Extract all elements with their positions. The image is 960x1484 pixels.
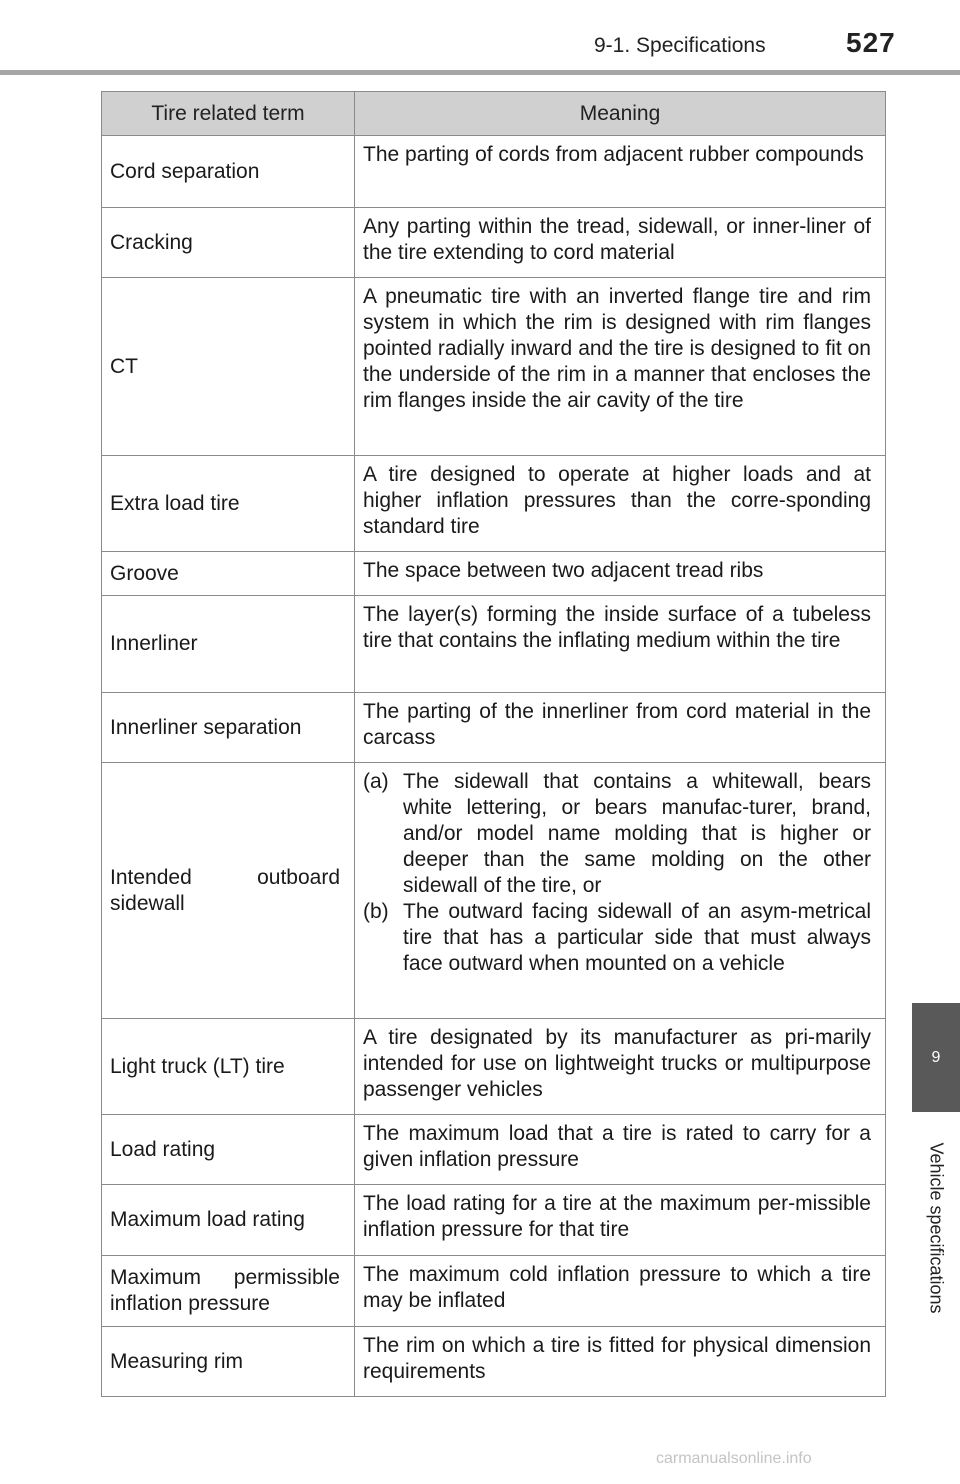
list-item-text: The outward facing sidewall of an asym-metrical tire that has a particular side that must always face outward when mounted on a vehicle xyxy=(403,900,871,975)
watermark: carmanualsonline.info xyxy=(656,1450,812,1467)
table-row xyxy=(102,1185,886,1256)
table-row xyxy=(102,1256,886,1327)
meaning-cell: The space between two adjacent tread ribs xyxy=(355,552,886,596)
list-item xyxy=(363,899,871,977)
page-number: 527 xyxy=(846,27,896,58)
table-row xyxy=(102,1115,886,1185)
chapter-tab xyxy=(912,1003,960,1112)
term-cell: Load rating xyxy=(102,1115,355,1185)
header-divider xyxy=(0,70,960,75)
meaning-cell: The parting of the innerliner from cord material in the carcass xyxy=(355,693,886,763)
column-header-meaning: Meaning xyxy=(355,92,886,136)
meaning-cell: The layer(s) forming the inside surface of a tubeless tire that contains the inflating medium within the tire xyxy=(355,596,886,693)
list-item-text: The sidewall that contains a whitewall, bears white lettering, or bears manufac-turer, brand, and/or model name molding that is higher or deeper than the same molding on the other sidewall of the tire, or xyxy=(403,770,871,897)
table-row xyxy=(102,208,886,278)
term-cell: Cord separation xyxy=(102,136,355,208)
meaning-cell: The rim on which a tire is fitted for physical dimension requirements xyxy=(355,1327,886,1397)
term-cell: Cracking xyxy=(102,208,355,278)
term-cell: Light truck (LT) tire xyxy=(102,1019,355,1115)
meaning-list xyxy=(363,769,871,977)
term-cell: Innerliner xyxy=(102,596,355,693)
table-row xyxy=(102,552,886,596)
table-row xyxy=(102,763,886,1019)
section-title: 9-1. Specifications xyxy=(594,34,766,57)
meaning-cell: A tire designed to operate at higher loads and at higher inflation pressures than the corre-sponding standard tire xyxy=(355,456,886,552)
table-row xyxy=(102,1019,886,1115)
list-item xyxy=(363,769,871,899)
term-cell: Maximum permissible inflation pressure xyxy=(102,1256,355,1327)
chapter-number: 9 xyxy=(931,1048,941,1066)
table-row xyxy=(102,456,886,552)
list-marker: (b) xyxy=(363,900,389,923)
term-cell: Extra load tire xyxy=(102,456,355,552)
tire-terms-table xyxy=(101,91,886,1397)
term-cell: Intended outboard sidewall xyxy=(102,763,355,1019)
term-cell: Measuring rim xyxy=(102,1327,355,1397)
table-row xyxy=(102,278,886,456)
table-row xyxy=(102,1327,886,1397)
meaning-cell: The maximum load that a tire is rated to carry for a given inflation pressure xyxy=(355,1115,886,1185)
meaning-cell: The parting of cords from adjacent rubber compounds xyxy=(355,136,886,208)
meaning-cell: Any parting within the tread, sidewall, or inner-liner of the tire extending to cord material xyxy=(355,208,886,278)
list-marker: (a) xyxy=(363,770,389,793)
chapter-title: Vehicle specifications xyxy=(926,1142,947,1314)
table-row xyxy=(102,693,886,763)
table-header-row xyxy=(102,92,886,136)
table-row xyxy=(102,136,886,208)
column-header-term: Tire related term xyxy=(102,92,355,136)
term-cell: Maximum load rating xyxy=(102,1185,355,1256)
meaning-cell xyxy=(355,763,886,1019)
meaning-cell: The load rating for a tire at the maximum per-missible inflation pressure for that tire xyxy=(355,1185,886,1256)
term-cell: Innerliner separation xyxy=(102,693,355,763)
meaning-cell: A tire designated by its manufacturer as pri-marily intended for use on lightweight trucks or multipurpose passenger vehicles xyxy=(355,1019,886,1115)
meaning-cell: A pneumatic tire with an inverted flange tire and rim system in which the rim is designed with rim flanges pointed radially inward and the tire is designed to fit on the underside of the rim in a manner that encloses the rim flanges inside the air cavity of the tire xyxy=(355,278,886,456)
term-cell: CT xyxy=(102,278,355,456)
table-row xyxy=(102,596,886,693)
term-cell: Groove xyxy=(102,552,355,596)
meaning-cell: The maximum cold inflation pressure to which a tire may be inflated xyxy=(355,1256,886,1327)
